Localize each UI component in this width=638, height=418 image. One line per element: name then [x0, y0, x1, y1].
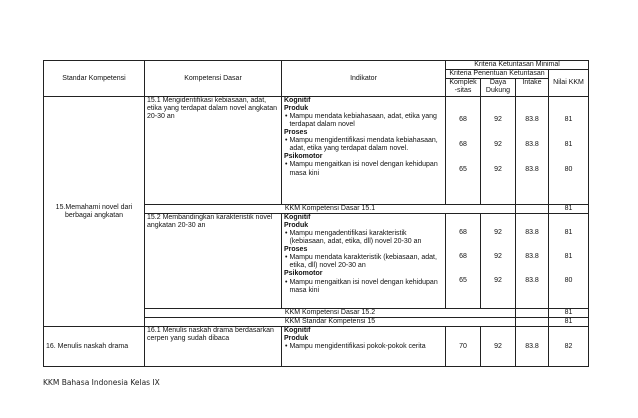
header-kriteria-ketuntasan: Kriteria Ketuntasan Minimal: [446, 61, 589, 70]
list-item: • Mampu mengidentifikasi mendata kebiahasaan, adat, etika yang terdapat dalam novel.: [285, 137, 438, 153]
kd-15-1: 15.1 Mengidentifikasi kebiasaan, adat, etika yang terdapat dalam novel angkatan 20-30 an: [145, 97, 282, 205]
kompleksitas-16-1: 70: [446, 327, 481, 367]
list-item: • Mampu mengaitkan isi novel dengan kehidupan masa kini: [285, 161, 438, 177]
kkm-kd-15-2-label: KKM Kompetensi Dasar 15.2: [145, 309, 516, 318]
list-item: • Mampu mengaitkan isi novel dengan kehidupan masa kini: [285, 278, 438, 294]
nilai-16-1: 82: [549, 327, 589, 367]
kkm-table: [43, 60, 589, 367]
nilai-15-1: 81 81 80: [549, 97, 589, 205]
kd-15-2: 15.2 Membandingkan karakteristik novel angkatan 20-30 an: [145, 214, 282, 309]
kognitif-label: Kognitif: [284, 214, 311, 222]
kkm-kd-15-1-label: KKM Kompetensi Dasar 15.1: [145, 205, 516, 214]
intake-15-1: 83.8 83.8 83.8: [516, 97, 549, 205]
kkm-sk-15-value: 81: [549, 318, 589, 327]
list-item: • Mampu mengadentifikasi karakteristik (kebiasaan, adat, etika, dll) novel 20-30 an: [285, 230, 422, 246]
kognitif-label: Kognitif: [284, 327, 311, 335]
kkm-sk-15-label: KKM Standar Kompetensi 15: [145, 318, 516, 327]
sk15-label: 15.Memahami novel dari berbagai angkatan: [44, 97, 145, 327]
header-nilai-kkm: Nilai KKM: [549, 70, 589, 97]
proses-label: Proses: [284, 246, 308, 254]
list-item: • Mampu mengidentifikasi pokok-pokok cerita: [285, 343, 426, 351]
psikomotor-label: Psikomotor: [284, 153, 323, 161]
daya-dukung-15-2: 92 92 92: [481, 214, 516, 309]
list-item: • Mampu mendata karakteristik (kebiasaan, adat, etika, dll) novel 20-30 an: [285, 254, 437, 270]
kognitif-label: Kognitif: [284, 97, 311, 105]
page-footer: KKM Bahasa Indonesia Kelas IX: [43, 378, 160, 387]
header-daya-dukung: Daya Dukung: [481, 79, 516, 97]
produk-label: Produk: [284, 222, 309, 230]
produk-label: Produk: [284, 105, 309, 113]
header-indikator: Indikator: [282, 61, 446, 97]
proses-label: Proses: [284, 129, 308, 137]
indikator-16-1: [282, 327, 446, 367]
psikomotor-label: Psikomotor: [284, 270, 323, 278]
kkm-kd-15-2-value: 81: [549, 309, 589, 318]
daya-dukung-15-1: 92 92 92: [481, 97, 516, 205]
kompleksitas-15-1: 68 68 65: [446, 97, 481, 205]
header-kompetensi-dasar: Kompetensi Dasar: [145, 61, 282, 97]
indikator-15-2: [282, 214, 446, 309]
sk16-label: 16. Menulis naskah drama: [44, 327, 145, 367]
list-item: • Mampu mendata kebiahasaan, adat, etika yang terdapat dalam novel: [285, 113, 437, 129]
header-standar-kompetensi: Standar Kompetensi: [44, 61, 145, 97]
kd-16-1: 16.1 Menulis naskah drama berdasarkan cerpen yang sudah dibaca: [145, 327, 282, 367]
nilai-15-2: 81 81 80: [549, 214, 589, 309]
header-kriteria-penentuan: Kriteria Penentuan Ketuntasan: [446, 70, 549, 79]
indikator-15-1: [282, 97, 446, 205]
kompleksitas-15-2: 68 68 65: [446, 214, 481, 309]
kkm-kd-15-1-value: 81: [549, 205, 589, 214]
daya-dukung-16-1: 92: [481, 327, 516, 367]
produk-label: Produk: [284, 335, 309, 343]
intake-15-2: 83.8 83.8 83.8: [516, 214, 549, 309]
intake-16-1: 83.8: [516, 327, 549, 367]
header-kompleksitas: Komplek -sitas: [446, 79, 481, 97]
header-intake: Intake: [516, 79, 549, 97]
